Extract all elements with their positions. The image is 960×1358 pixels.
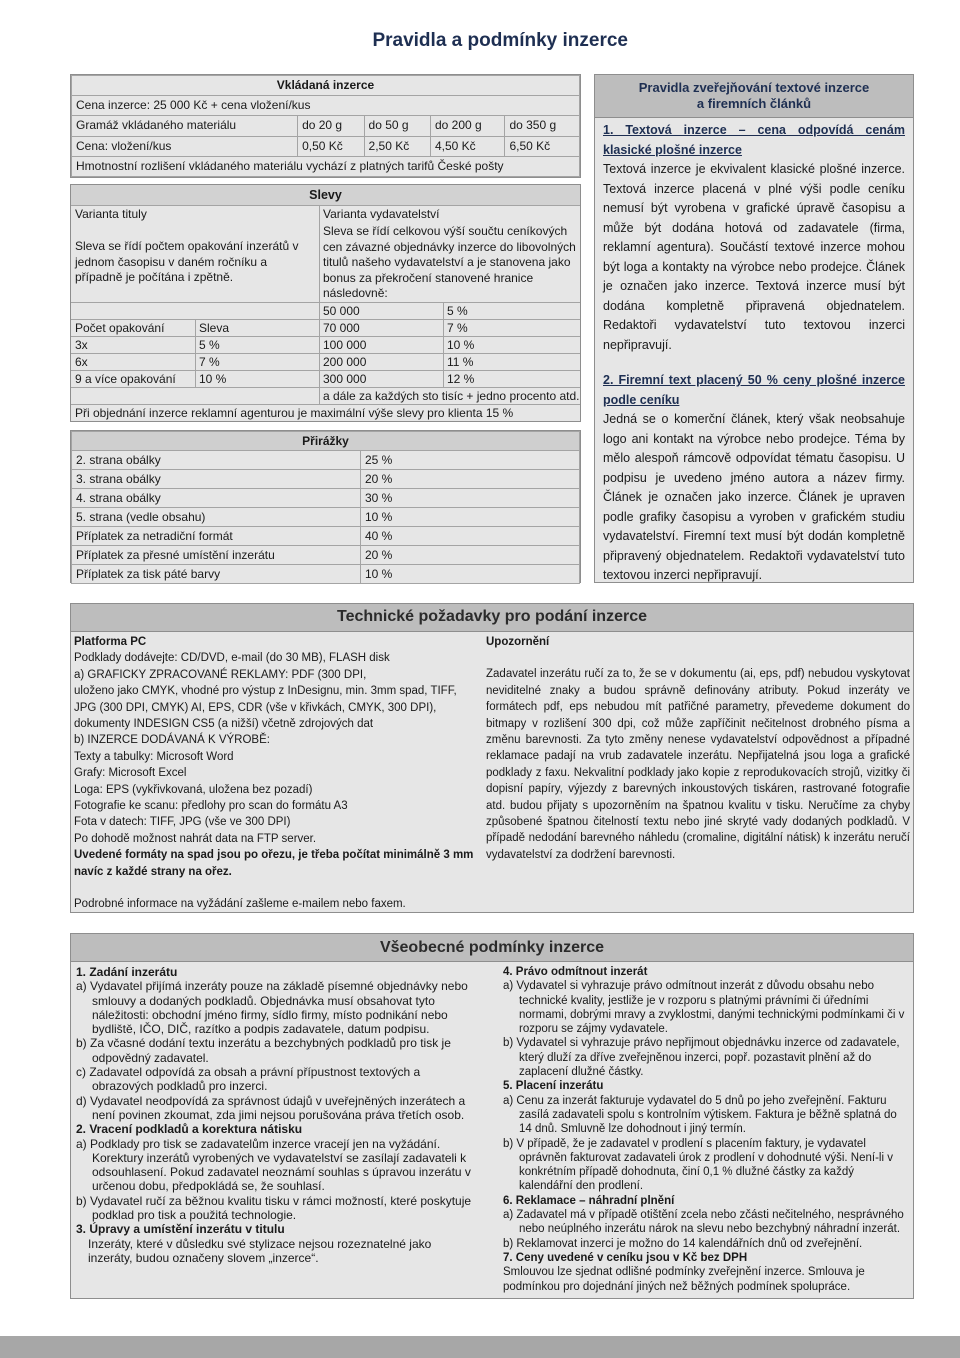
tech-footer: Podrobné informace na vyžádání zašleme e-mailem nebo faxem. xyxy=(74,898,406,911)
tech-upozorneni: Upozornění xyxy=(486,636,550,648)
textove-title-1: Pravidla zveřejňování textové inzerce xyxy=(638,80,870,95)
slevy-row: 10 % xyxy=(199,372,227,386)
vkladana-cell: Gramáž vkládaného materiálu xyxy=(72,116,298,136)
vseob-para: a) Cenu za inzerát fakturuje vydavatel do 5 dnů po jeho zveřejnění. Fakturu zasílá zadavateli spolu s kontrolním výtiskem. Faktura je běžně splatná do 14 dnů. Smluvně lze dohodnout i jiný termín. xyxy=(503,1094,897,1136)
vseob-heading: 2. Vracení podkladů a korektura nátisku xyxy=(76,1122,303,1137)
vseob-heading: 6. Reklamace – náhradní plnění xyxy=(503,1194,675,1207)
vkladana-cell: do 20 g xyxy=(298,116,364,136)
vkladana-cell: 4,50 Kč xyxy=(430,136,504,156)
prirazky-row-value: 20 % xyxy=(361,470,580,489)
tech-line: Loga: EPS (vykřivkovaná, uložena bez pozadí) xyxy=(74,783,313,796)
slevy-row: 7 % xyxy=(199,355,220,369)
vkladana-cell: do 350 g xyxy=(505,116,580,136)
prirazky-row-value: 10 % xyxy=(361,565,580,584)
slevy-vyd-row: 300 000 xyxy=(323,372,367,386)
slevy-row: Počet opakování xyxy=(75,321,165,335)
tech-line: Grafy: Microsoft Excel xyxy=(74,767,187,780)
prirazky-row-value: 30 % xyxy=(361,489,580,508)
prirazky-row-value: 20 % xyxy=(361,546,580,565)
slevy-row: 9 a více opakování xyxy=(75,372,176,386)
bottom-strip xyxy=(0,1336,960,1358)
vseob-para: b) Reklamovat inzerci je možno do 14 kalendářních dnů od zveřejnění. xyxy=(503,1237,863,1250)
vseob-para: b) Za včasné dodání textu inzerátu a bezchybných podkladů pro tisk je odpovědný zadavatel. xyxy=(76,1036,451,1065)
vkladana-cell: Cena: vložení/kus xyxy=(72,136,298,156)
slevy-vyd-row: 12 % xyxy=(447,372,475,386)
vseob-para: b) V případě, že je zadavatel v prodlení s placením faktury, je vydavatel oprávněn fakturovat zadavateli úrok z prodlení v dohodnuté výši. Není-li v konkrétním případě dohodnuta, činí 0,1 % dlužné částky za každý kalendářní den prodlení. xyxy=(503,1137,893,1193)
vseob-heading: 5. Placení inzerátu xyxy=(503,1080,604,1093)
vkladana-cell: 2,50 Kč xyxy=(364,136,430,156)
page-title: Pravidla a podmínky inzerce xyxy=(372,30,628,51)
prirazky-row-value: 25 % xyxy=(361,451,580,470)
slevy-vyd-row: 7 % xyxy=(447,321,468,335)
slevy-vyd-row: 11 % xyxy=(447,355,474,369)
slevy-more: a dále za každých sto tisíc + jedno procento atd. xyxy=(323,389,580,403)
vseob-para: b) Vydavatel ručí za běžnou kvalitu tisku v rámci možností, které poskytuje podklad pro tisk a použitá technologie. xyxy=(76,1193,472,1223)
prirazky-header: Přirážky xyxy=(72,432,580,451)
vseob-heading: 7. Ceny uvedené v ceníku jsou v Kč bez DPH xyxy=(503,1251,748,1264)
vkladana-table xyxy=(70,74,581,178)
vkladana-header: Vkládaná inzerce xyxy=(72,76,580,96)
tech-line: Platforma PC xyxy=(74,636,147,648)
textove-s1-text: Textová inzerce je ekvivalent klasické plošné inzerce. Textová inzerce placená v plné výši podle ceníku nemusí být vyrobena v grafické úpravě časopisu a může být dodána hotová od zadavatele (firma, reklamní agentura). Součástí textové inzerce mohou být loga a kontakty na výrobce nebo prodejce. Článek je označen jako inzerce. Textová inzerce musí být dodána kompletně připravená objednatelem. Redaktoři vydavatelství tuto textovou inzerci nepřipravují. xyxy=(603,162,905,352)
slevy-left-desc: Sleva se řídí počtem opakování inzerátů v jednom časopisu v daném ročníku a případně je počítána i zpětně. xyxy=(75,239,299,284)
prirazky-row-label: 4. strana obálky xyxy=(72,489,361,508)
vseob-heading: 1. Zadání inzerátu xyxy=(76,965,178,979)
slevy-header: Slevy xyxy=(309,188,342,202)
vseob-para: a) Zadavatel má v případě otištění zcela nebo zčásti nečitelného, nesprávného nebo neúplného inzerátu nárok na slevu nebo bezchybný náhradní inzerát. xyxy=(503,1209,904,1236)
prirazky-row-label: 2. strana obálky xyxy=(72,451,361,470)
vseobecne-title: Všeobecné podmínky inzerce xyxy=(379,939,605,956)
vseob-para: Inzeráty, které v důsledku své stylizace nejsou rozeznatelné jako inzeráty, budou označeny slovem „inzerce“. xyxy=(88,1236,432,1265)
tech-upozorneni-text: Zadavatel inzerátu ručí za to, že se v dokumentu (ai, eps, pdf) nebudou vyskytovat neviditelné znaky a budou správně definovány atributy. Pokud inzeráty ve formátech pdf, eps nebudou mít patřičné parametry, převedeme dokument do bitmapy v rozlišení 300 dpi, což může zapříčinit nečitelnost drobného písma a změnu barevnosti. Za tyto změny nenese vydavatelství odpovědnost a případné reklamace padají na vrub zadavatele inzerátu. Nepřijatelná jsou loga a grafické podklady z faxu. Nekvalitní podklady jako kopie z reprodukovacích strojů, vizitky či dopisní papíry, výjezdy z barevných inkoustových tiskáren, rastrované fotografie atd. budou přijaty s upozorněním na špatnou kvalitu v tisku. Neručíme za chyby způsobené špatnou čitelností textu nebo jiné skryté vady dodaných podkladů. V případě nedodání barevného náhledu (cromaline, digitální nátisk) k inzerátu neručí vydavatelství za dodržení barevnosti. xyxy=(486,668,910,861)
tech-line: Fotografie ke scanu: předlohy pro scan do formátu A3 xyxy=(74,800,348,813)
technicke-box xyxy=(70,603,914,913)
textove-title-2: a firemních článků xyxy=(696,96,812,111)
vseob-para: a) Podklady pro tisk se zadavatelům inzerce vracejí jen na vyžádání. Korektury inzerátů vyrobených ve vydavatelství se zasílají zadavateli k odsouhlasení. Pokud zadavatel neoznámí souhlas s úpravou inzerátu v určenou dobu, předpokládá se, že souhlasí. xyxy=(76,1136,471,1194)
tech-line: Fota v datech: TIFF, JPG (vše ve 300 DPI) xyxy=(74,816,291,829)
textove-box xyxy=(594,74,914,583)
vseob-heading: 3. Úpravy a umístění inzerátu v titulu xyxy=(76,1222,285,1237)
tech-line: JPG (300 DPI, CMYK) AI, EPS, CDR (vše v křivkách, CMYK, 300 DPI), dokumenty INDESIGN CS5 (a nižší) včetně zdrojových dat xyxy=(74,701,437,731)
vseob-para: a) Vydavatel si vyhrazuje právo odmítnout inzerát z důvodu obsahu nebo technické kvality, jestliže je v rozporu s platnými právními či úředními normami, dobrými mravy a zvyklostmi, danými technickými podmínkami či v rozporu se zájmy vydavatele. xyxy=(503,980,905,1036)
tech-line: uloženo jako CMYK, vhodné pro výstup z InDesignu, min. 3mm spad, TIFF, xyxy=(74,685,457,698)
slevy-left-title: Varianta tituly xyxy=(75,207,147,221)
vseobecne-box xyxy=(70,933,914,1299)
vseob-para: b) Vydavatel si vyhrazuje právo nepřijmout objednávku inzerce od zadavatele, který dluží za dříve zveřejněnou inzerci, popř. pozastavit plnění až do zaplacení dlužné částky. xyxy=(503,1037,900,1079)
textove-s2-text: Jedná se o komerční článek, který však neobsahuje logo ani kontakt na výrobce nebo prodejce. Téma by mělo alespoň rámcově odpovídat tématu časopisu. U podpisu je uvedeno jméno autora a název firmy. Článek je označen jako inzerce. Článek je upraven podle grafiky časopisu a vyroben v grafickém studiu vydavatelství. Firemní text musí být dodán kompletně připravený objednatelem. Redaktoři vydavatelství tuto textovou inzerci nepřipravují. xyxy=(603,412,905,582)
vseob-para: Smlouvou lze sjednat odlišné podmínky zveřejnění inzerce. Smlouva je podmínkou pro dojednání jiných než běžných podmínek spolupráce. xyxy=(503,1266,865,1293)
slevy-vyd-row: 50 000 xyxy=(323,304,360,318)
prirazky-row-label: Příplatek za přesné umístění inzerátu xyxy=(72,546,361,565)
vkladana-cell: 6,50 Kč xyxy=(505,136,580,156)
vseob-heading: 4. Právo odmítnout inzerát xyxy=(503,966,648,978)
tech-line: Texty a tabulky: Microsoft Word xyxy=(74,750,234,763)
tech-line: Po dohodě možnost nahrát data na FTP server. xyxy=(74,832,317,845)
vkladana-cell: do 200 g xyxy=(430,116,504,136)
slevy-vyd-row: 70 000 xyxy=(323,321,360,335)
slevy-row: Sleva xyxy=(199,321,230,335)
slevy-vyd-row: 10 % xyxy=(447,338,475,352)
prirazky-row-label: Příplatek za netradiční formát xyxy=(72,527,361,546)
slevy-row: 3x xyxy=(75,338,88,352)
textove-s2-head: 2. Firemní text placený 50 % ceny plošné inzerce podle ceníku xyxy=(603,373,905,407)
prirazky-row-value: 10 % xyxy=(361,508,580,527)
vkladana-note: Hmotnostní rozlišení vkládaného materiálu vychází z platných tarifů České pošty xyxy=(72,156,580,176)
slevy-right-desc: Sleva se řídí celkovou výší součtu ceníkových cen závazné objednávky inzerce do libovolných titulů našeho vydavatelství a je stanovena jako bonus za překročení stanovené hranice následovně: xyxy=(323,224,576,300)
tech-line: b) INZERCE DODÁVANÁ K VÝROBĚ: xyxy=(74,734,270,747)
tech-line: a) GRAFICKY ZPRACOVANÉ REKLAMY: PDF (300 DPI, xyxy=(74,668,367,681)
vkladana-price: Cena inzerce: 25 000 Kč + cena vložení/kus xyxy=(72,96,580,116)
prirazky-table xyxy=(70,430,581,583)
slevy-vyd-row: 100 000 xyxy=(323,338,367,352)
prirazky-row-label: 5. strana (vedle obsahu) xyxy=(72,508,361,527)
slevy-row: 5 % xyxy=(199,338,220,352)
slevy-table xyxy=(70,184,581,422)
vseob-para: d) Vydavatel neodpovídá za správnost údajů v uveřejněných inzerátech a není povinen zkoumat, zda jimi nejsou porušována práva třetích osob. xyxy=(76,1093,466,1122)
prirazky-row-label: 3. strana obálky xyxy=(72,470,361,489)
vseob-para: a) Vydavatel přijímá inzeráty pouze na základě písemné objednávky nebo smlouvy a dodaných podkladů. Objednávka musí obsahovat tyto náležitosti: obchodní jméno firmy, sídlo firmy, místo podnikání nebo bydliště, IČO, DIČ, razítko a podpis zadavatele, datum podpisu. xyxy=(76,979,468,1037)
tech-line: Podklady dodávejte: CD/DVD, e-mail (do 30 MB), FLASH disk xyxy=(74,652,390,665)
prirazky-row-label: Příplatek za tisk páté barvy xyxy=(72,565,361,584)
textove-s1-head: 1. Textová inzerce – cena odpovídá cenám klasické plošné inzerce xyxy=(603,123,905,157)
prirazky-row-value: 40 % xyxy=(361,527,580,546)
vkladana-cell: do 50 g xyxy=(364,116,430,136)
slevy-vyd-row: 200 000 xyxy=(323,355,367,369)
vkladana-cell: 0,50 Kč xyxy=(298,136,364,156)
slevy-row: 6x xyxy=(75,355,88,369)
technicke-title: Technické požadavky pro podání inzerce xyxy=(336,608,647,625)
slevy-footer: Při objednání inzerce reklamní agenturou je maximální výše slevy pro klienta 15 % xyxy=(75,406,514,420)
tech-line: Uvedené formáty na spad jsou po ořezu, je třeba počítat minimálně 3 mm navíc z každé strany na ořez. xyxy=(74,849,474,878)
vseob-para: c) Zadavatel odpovídá za obsah a právní přípustnost textových a obrazových podkladů pro inzerci. xyxy=(76,1065,421,1094)
slevy-right-title: Varianta vydavatelství xyxy=(323,207,440,221)
slevy-vyd-row: 5 % xyxy=(447,304,468,318)
